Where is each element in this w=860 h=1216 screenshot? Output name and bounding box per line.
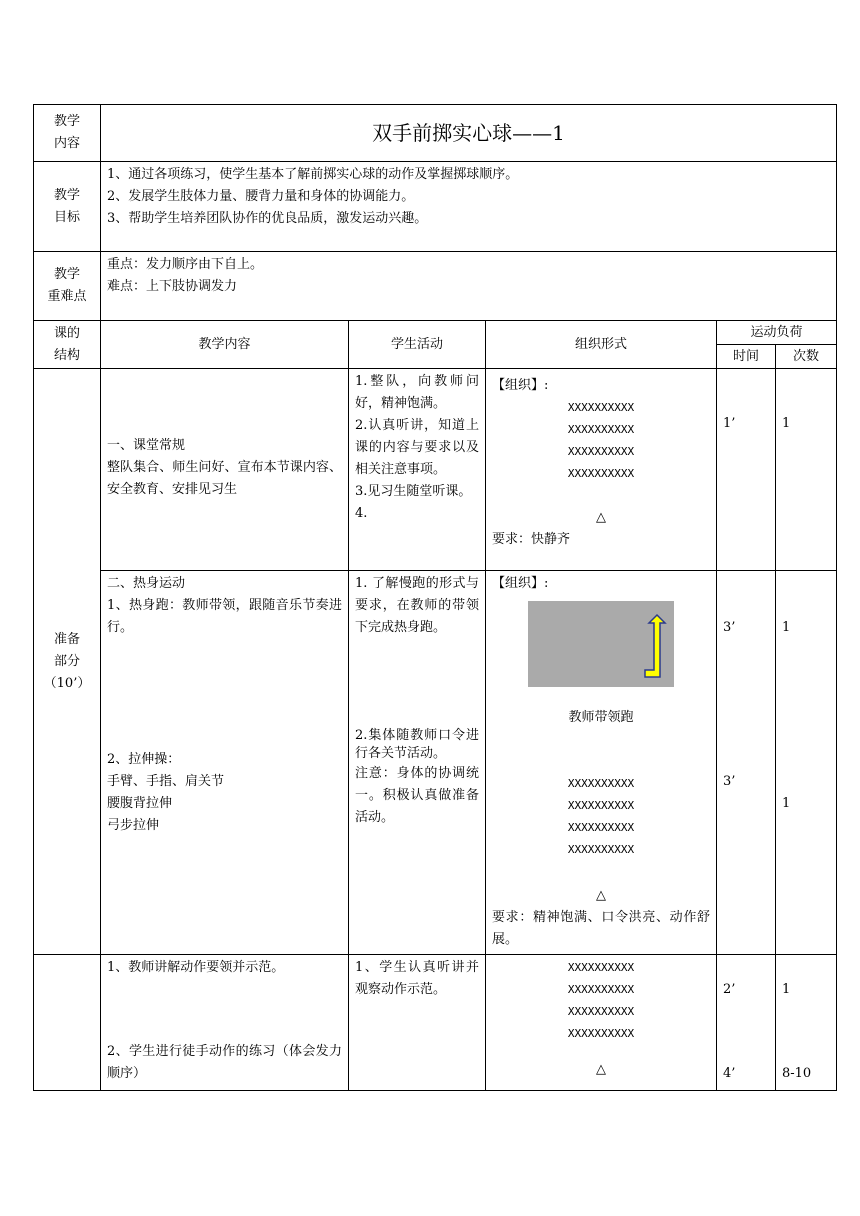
activity-item: 2.认真听讲，知道上课的内容与要求以及相关注意事项。: [355, 418, 479, 477]
lesson-plan-table: [33, 104, 837, 1091]
basic-content: [101, 955, 349, 1091]
formation-row: XXXXXXXXXX: [567, 799, 635, 812]
warmup-heading: 二、热身运动: [107, 576, 186, 591]
activity-item: 3.见习生随堂听课。: [355, 484, 472, 499]
key-point: 重点：发力顺序由下自上。: [107, 257, 264, 272]
formation-row: XXXXXXXXXX: [567, 445, 635, 458]
time-value: 3’: [723, 774, 736, 789]
activity-item: 4.: [355, 506, 368, 521]
org-title: 【组织】:: [492, 378, 549, 393]
jog-activity: 1. 了解慢跑的形式与要求，在教师的带领下完成热身跑。: [355, 576, 479, 635]
basic-item: 2、学生进行徒手动作的练习（体会发力顺序）: [107, 1044, 342, 1081]
basic-label: [34, 955, 101, 1091]
activity-item: 1.整队，向教师问好，精神饱满。: [355, 374, 479, 411]
stretch-heading: 2、拉伸操：: [107, 752, 181, 767]
routine-activities: [349, 369, 486, 571]
time-header: 时间: [717, 345, 776, 369]
running-route-diagram: [528, 601, 674, 687]
count-value: 1: [782, 416, 791, 431]
formation-row: XXXXXXXXXX: [567, 467, 635, 480]
basic-count: [776, 955, 837, 1091]
basic-item: 1、教师讲解动作要领并示范。: [107, 960, 285, 975]
formation-row: XXXXXXXXXX: [567, 821, 635, 834]
stretch-item: 弓步拉伸: [107, 818, 160, 833]
lesson-title: 双手前掷实心球——1: [101, 105, 837, 162]
count-value: 8-10: [782, 1066, 812, 1081]
prep-label: 准备 部分 （10’）: [34, 369, 101, 955]
difficulty-text: [101, 252, 837, 321]
warmup-content: [101, 571, 349, 955]
org-title: 【组织】:: [492, 576, 549, 591]
warmup-requirement: 要求：精神饱满、口令洪亮、动作舒展。: [492, 910, 710, 947]
routine-content: [101, 369, 349, 571]
routine-heading: 一、课堂常规: [107, 438, 186, 453]
stretch-activity: 2.集体随教师口令进行各关节活动。: [355, 728, 479, 761]
stretch-item: 腰腹背拉伸: [107, 796, 173, 811]
route-caption: 教师带领跑: [568, 710, 634, 725]
basic-time: [717, 955, 776, 1091]
routine-requirement: 要求：快静齐: [492, 532, 571, 547]
difficulty-label: 教学 重难点: [34, 252, 101, 321]
goals-label: 教学 目标: [34, 162, 101, 252]
warmup-count: [776, 571, 837, 955]
goal-item: 1、通过各项练习，使学生基本了解前掷实心球的动作及掌握掷球顺序。: [107, 167, 519, 182]
routine-time: [717, 369, 776, 571]
formation-row: XXXXXXXXXX: [567, 961, 635, 974]
organization-header: 组织形式: [486, 321, 717, 369]
formation-row: XXXXXXXXXX: [567, 983, 635, 996]
teacher-mark: △: [596, 1062, 606, 1077]
teacher-mark: △: [596, 888, 606, 903]
time-value: 1’: [723, 416, 736, 431]
time-value: 3’: [723, 620, 736, 635]
stretch-item: 手臂、手指、肩关节: [107, 774, 225, 789]
goal-item: 2、发展学生肢体力量、腰背力量和身体的协调能力。: [107, 189, 415, 204]
teacher-mark: △: [596, 510, 606, 525]
formation-row: XXXXXXXXXX: [567, 1027, 635, 1040]
formation-row: XXXXXXXXXX: [567, 1005, 635, 1018]
structure-header: 课的 结构: [34, 321, 101, 369]
warmup-time: [717, 571, 776, 955]
routine-organization: [486, 369, 717, 571]
warmup-organization: [486, 571, 717, 955]
count-header: 次数: [776, 345, 837, 369]
route-arrow-icon: [528, 601, 674, 687]
content-label: 教学 内容: [34, 105, 101, 162]
basic-activity: 1、学生认真听讲并观察动作示范。: [349, 955, 486, 1091]
warmup-activities: [349, 571, 486, 955]
routine-count: [776, 369, 837, 571]
basic-organization: [486, 955, 717, 1091]
difficult-point: 难点：上下肢协调发力: [107, 279, 238, 294]
goals-list: [101, 162, 837, 252]
formation-row: XXXXXXXXXX: [567, 423, 635, 436]
count-value: 1: [782, 620, 791, 635]
time-value: 2’: [723, 982, 736, 997]
routine-text: 整队集合、师生问好、宣布本节课内容、安全教育、安排见习生: [107, 460, 342, 497]
jog-text: 1、热身跑：教师带领，跟随音乐节奏进行。: [107, 598, 342, 635]
count-value: 1: [782, 796, 791, 811]
formation-row: XXXXXXXXXX: [567, 401, 635, 414]
goal-item: 3、帮助学生培养团队协作的优良品质，激发运动兴趣。: [107, 211, 428, 226]
activity-header: 学生活动: [349, 321, 486, 369]
stretch-note: 注意：身体的协调统一。积极认真做准备活动。: [355, 766, 479, 825]
count-value: 1: [782, 982, 791, 997]
time-value: 4’: [723, 1066, 736, 1081]
load-header: 运动负荷: [717, 321, 837, 345]
content-header: 教学内容: [101, 321, 349, 369]
formation-row: XXXXXXXXXX: [567, 843, 635, 856]
formation-row: XXXXXXXXXX: [567, 777, 635, 790]
